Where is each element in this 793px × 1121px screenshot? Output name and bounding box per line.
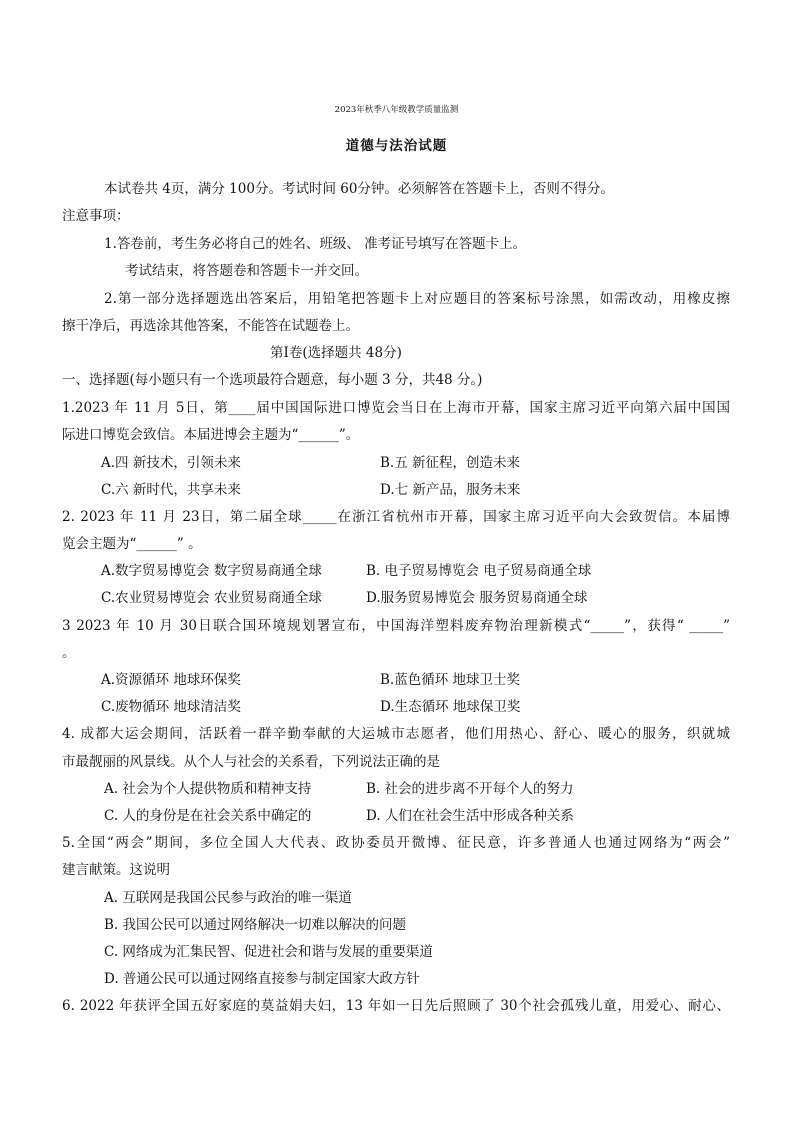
- notice-item-1b: 考试结束，将答题卷和答题卡一并交回。: [125, 263, 368, 279]
- notice-item-2a: 2.第一部分选择题选出答案后，用铅笔把答题卡上对应题目的答案标号涂黑，如需改动，用橡皮擦: [104, 291, 730, 307]
- question-5-option-c: C. 网络成为汇集民智、促进社会和谐与发展的重要渠道: [104, 944, 433, 960]
- notice-item-2b: 擦干净后，再选涂其他答案，不能答在试题卷上。: [62, 318, 359, 334]
- question-1-option-d: D.七 新产品，服务未来: [380, 482, 521, 498]
- question-6-line-1: 6. 2022 年获评全国五好家庭的莫益娟夫妇，13 年如一日先后照顾了 30个社会孤残儿童，用爱心、耐心、: [62, 998, 730, 1014]
- question-5-line-1: 5.全国“两会”期间，多位全国人大代表、政协委员开微博、征民意，许多普通人也通过网络为“两会”: [62, 835, 730, 851]
- question-2-line-2: 览会主题为“______” 。: [62, 536, 202, 552]
- exam-title: 2023年秋季八年级教学质量监测: [334, 105, 459, 115]
- intro-line: 本试卷共 4页，满分 100分。考试时间 60分钟。必须解答在答题卡上，否则不得分。: [104, 181, 614, 197]
- question-2-option-b: B. 电子贸易博览会 电子贸易商通全球: [366, 563, 592, 579]
- question-5-option-d: D. 普通公民可以通过网络直接参与制定国家大政方针: [104, 971, 420, 987]
- question-1-line-2: 际进口博览会致信。本届进博会主题为“______”。: [62, 427, 360, 443]
- part1-heading: 第Ⅰ卷(选择题共 48分): [270, 345, 402, 361]
- question-3-option-b: B.蓝色循环 地球卫士奖: [380, 672, 521, 688]
- notice-heading: 注意事项：: [62, 208, 130, 224]
- question-3-option-a: A.资源循环 地球环保奖: [101, 672, 241, 688]
- question-3-line-2: 。: [62, 645, 76, 661]
- question-5-option-a: A. 互联网是我国公民参与政治的唯一渠道: [104, 890, 352, 906]
- question-4-line-1: 4. 成都大运会期间，活跃着一群辛勤奉献的大运城市志愿者，他们用热心、舒心、暖心的服务，织就城: [62, 726, 730, 742]
- question-3-line-1: 3 2023 年 10 月 30日联合国环境规划署宣布，中国海洋塑料废弃物治理新模式“_____”，获得“ _____”: [62, 618, 730, 634]
- question-5-option-b: B. 我国公民可以通过网络解决一切难以解决的问题: [104, 917, 407, 933]
- question-1-line-1: 1.2023 年 11 月 5日，第____届中国国际进口博览会当日在上海市开幕，国家主席习近平向第六届中国国: [62, 400, 730, 416]
- section-heading: 一、选择题(每小题只有一个选项最符合题意，每小题 3 分，共48 分。): [62, 372, 483, 388]
- question-4-option-d: D. 人们在社会生活中形成各种关系: [366, 808, 574, 824]
- question-1-option-a: A.四 新技术，引领未来: [101, 455, 241, 471]
- question-4-line-2: 市最靓丽的风景线。从个人与社会的关系看，下列说法正确的是: [62, 754, 440, 770]
- question-5-line-2: 建言献策。这说明: [62, 862, 170, 878]
- question-2-option-d: D.服务贸易博览会 服务贸易商通全球: [366, 590, 588, 606]
- question-4-option-c: C. 人的身份是在社会关系中确定的: [104, 808, 312, 824]
- question-4-option-a: A. 社会为个人提供物质和精神支持: [104, 781, 312, 797]
- question-2-line-1: 2. 2023 年 11 月 23日，第二届全球_____在浙江省杭州市开幕，国家主席习近平向大会致贺信。本届博: [62, 509, 730, 525]
- notice-item-1: 1.答卷前，考生务必将自己的姓名、班级、 准考证号填写在答题卡上。: [104, 236, 527, 252]
- question-2-option-c: C.农业贸易博览会 农业贸易商通全球: [101, 590, 322, 606]
- question-1-option-b: B.五 新征程，创造未来: [380, 455, 521, 471]
- question-4-option-b: B. 社会的进步离不开每个人的努力: [366, 781, 574, 797]
- subject-title: 道德与法治试题: [345, 138, 448, 154]
- question-3-option-c: C.废物循环 地球清洁奖: [101, 699, 241, 715]
- question-3-option-d: D.生态循环 地球保卫奖: [380, 699, 521, 715]
- question-2-option-a: A.数字贸易博览会 数字贸易商通全球: [101, 563, 322, 579]
- question-1-option-c: C.六 新时代，共享未来: [101, 482, 241, 498]
